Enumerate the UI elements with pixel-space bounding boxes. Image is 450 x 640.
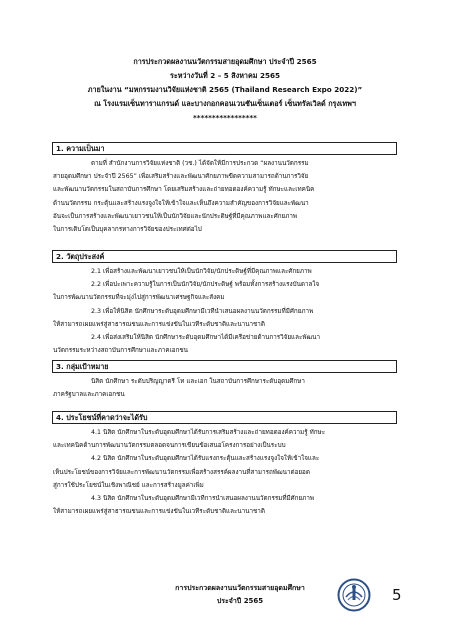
text-line: และพัฒนานวัตกรรมในสถาบันการศึกษา โดยเสริมสร้างและถ่ายทอดองค์ความรู้ ทักษะและเทคนิค (53, 186, 315, 194)
section-heading: 4. ประโยชน์ที่คาดว่าจะได้รับ (52, 411, 397, 424)
text-line: 2.2 เพื่อปะเพาะความรู้ในการเป็นนักวิจัย/นักประดิษฐ์ พร้อมทั้งการสร้างแรงบันดาลใจ (91, 281, 320, 289)
text-line: ให้สามารถเผยแพร่สู่สาธารณชนและการแข่งขันในเวทีระดับชาติและนานาชาติ (53, 320, 265, 328)
section-paragraph (53, 426, 397, 518)
header-event: ภายในงาน “มหกรรมงานวิจัยแห่งชาติ 2565 (Thailand Research Expo 2022)” (87, 85, 363, 94)
text-line: เห็นประโยชน์ของการวิจัยและการพัฒนานวัตกรรมเพื่อสร้างสรรค์ผลงานที่สามารถพัฒนาต่อยอด (53, 468, 310, 476)
text-line: 4.3 นิสิต นักศึกษาในระดับอุดมศึกษามีเวทีการนำเสนอผลงานนวัตกรรมที่มีศักยภาพ (91, 495, 315, 503)
text-line: สายอุดมศึกษา ประจำปี 2565” เพื่อเสริมสร้างและพัฒนาศักยภาพขีดความสามารถด้านการวิจัย (53, 173, 309, 181)
text-line: ในการเติบโตเป็นบุคลากรทางการวิจัยของประเทศต่อไป (53, 226, 202, 234)
text-line: สู่การใช้ประโยชน์ในเชิงพาณิชย์ และการสร้างมูลค่าเพิ่ม (53, 481, 204, 489)
page-number: 5 (392, 586, 402, 604)
section-paragraph (53, 375, 397, 401)
text-line: 4.2 นิสิต นักศึกษาในระดับอุดมศึกษาได้รับแรงกระตุ้นและสร้างแรงจูงใจให้เข้าใจและ (91, 455, 320, 463)
text-line: อันจะเป็นการสร้างและพัฒนาเยาวชนให้เป็นนักวิจัยและนักประดิษฐ์ที่มีคุณภาพและศักยภาพ (53, 212, 298, 220)
text-line: 2.1 เพื่อสร้างและพัฒนาเยาวชนให้เป็นนักวิจัย/นักประดิษฐ์ที่มีคุณภาพและศักยภาพ (91, 268, 312, 275)
footer-title: การประกวดผลงานนวัตกรรมสายอุดมศึกษา (175, 584, 305, 592)
text-line: ให้สามารถเผยแพร่สู่สาธารณชนและการแข่งขันในเวทีระดับชาติและนานาชาติ (53, 508, 265, 516)
section-heading: 1. ความเป็นมา (52, 142, 397, 155)
text-line: นวัตกรรมระหว่างสถาบันการศึกษาและภาคเอกชน (53, 347, 188, 355)
research-expo-logo-icon (337, 578, 371, 612)
header-venue: ณ โรงแรมเซ็นทาราแกรนด์ และบางกอกคอนเวนชันเซ็นเตอร์ เซ็นทรัลเวิลด์ กรุงเทพฯ (94, 99, 356, 108)
section-heading: 3. กลุ่มเป้าหมาย (52, 360, 397, 373)
text-line: และเทคนิคด้านการพัฒนานวัตกรรมตลอดจนการเขียนข้อเสนอโครงการอย่างเป็นระบบ (53, 442, 286, 450)
text-line: 4.1 นิสิต นักศึกษาในระดับอุดมศึกษาได้รับการเสริมสร้างและถ่ายทอดองค์ความรู้ ทักษะ (91, 429, 326, 436)
text-line: ด้านนวัตกรรม กระตุ้นและสร้างแรงจูงใจให้เข้าใจและเห็นถึงความสำคัญของการวิจัยและพัฒนา (53, 199, 309, 207)
text-line: ตามที่ สำนักงานการวิจัยแห่งชาติ (วช.) ได้จัดให้มีการประกวด “ผลงานนวัตกรรม (91, 160, 309, 167)
section-paragraph (53, 157, 397, 236)
header-title: การประกวดผลงานนวัตกรรมสายอุดมศึกษา ประจำปี 2565 (133, 57, 317, 66)
text-line: ภาครัฐบาลและภาคเอกชน (53, 391, 125, 399)
text-line: ในการพัฒนานวัตกรรมที่จะมุ่งไปสู่การพัฒนาเศรษฐกิจและสังคม (53, 294, 225, 302)
section-heading: 2. วัตถุประสงค์ (52, 250, 397, 263)
footer-year: ประจำปี 2565 (216, 597, 264, 605)
text-line: 2.3 เพื่อให้นิสิต นักศึกษาระดับอุดมศึกษามีเวทีนำเสนอผลงานนวัตกรรมที่มีศักยภาพ (91, 307, 314, 315)
header-divider-stars: ***************** (193, 113, 257, 122)
text-line: 2.4 เพื่อส่งเสริมให้นิสิต นักศึกษาระดับอุดมศึกษาได้มีเครือข่ายด้านการวิจัยและพัฒนา (91, 334, 321, 342)
section-paragraph (53, 265, 397, 357)
text-line: นิสิต นักศึกษา ระดับปริญญาตรี โท และเอก ในสถาบันการศึกษาระดับอุดมศึกษา (91, 378, 305, 385)
header-dates: ระหว่างวันที่ 2 – 5 สิงหาคม 2565 (169, 71, 281, 80)
